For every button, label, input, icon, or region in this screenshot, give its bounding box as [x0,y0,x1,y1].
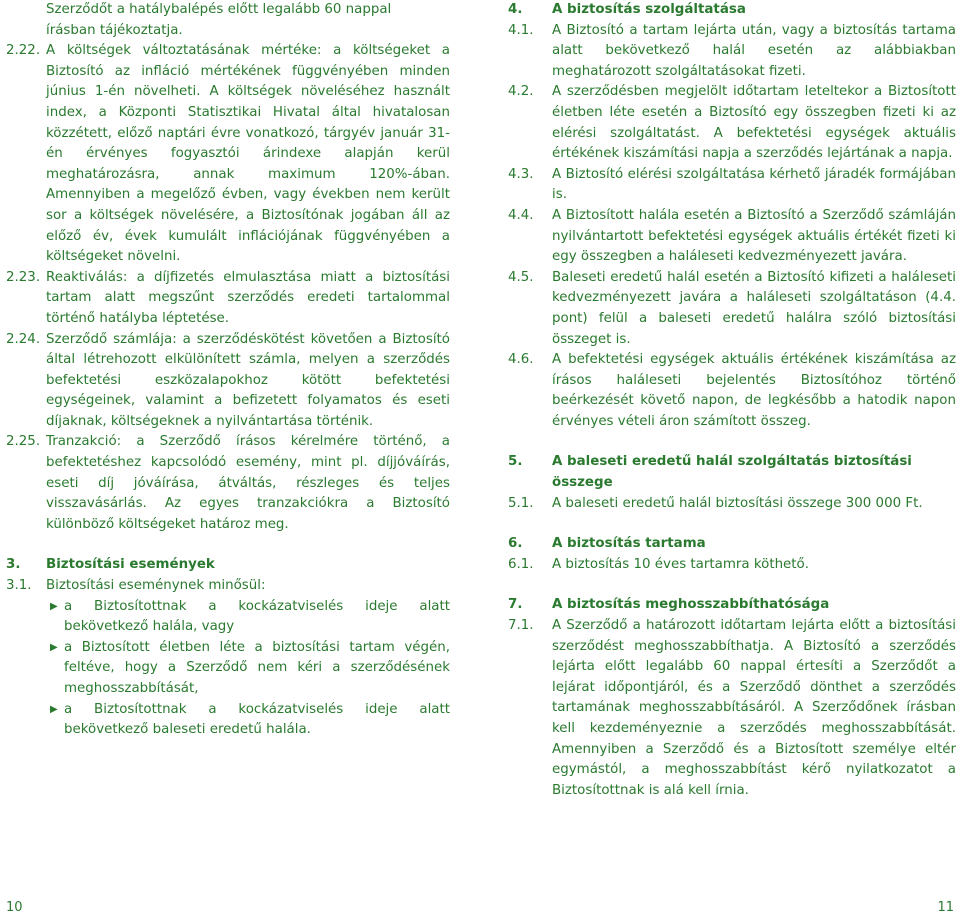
heading-7 [508,595,956,616]
section-2-24 [6,330,450,433]
list-item-text: a Biztosított életben léte a biztosítási tartam végén, feltéve, hogy a Szerződő nem kéri a szerződésének meghosszabbítását, [64,639,450,696]
section-text: A Biztosított halála esetén a Biztosító a Szerződő számláján nyilvántartott befektetési egységek aktuális értékét fizeti ki egy összegben a haláleseti kedvezményezett javára. [552,207,956,265]
page-number-left: 10 [6,900,23,915]
section-number: 4.5. [508,269,534,285]
section-2-25 [6,432,450,535]
left-column [6,0,450,741]
section-4-1 [508,21,956,83]
section-text: A Biztosító elérési szolgáltatása kérhető járadék formájában is. [552,166,956,203]
heading-title: A baleseti eredetű halál szolgáltatás biztosítási összege [552,454,912,491]
section-number: 2.25. [6,434,41,450]
section-text: A költségek változtatásának mértéke: a költségeket a Biztosító az infláció mértékének függvényében minden június 1-én növelheti. A költségek növeléséhez használt index, a Központi Statisztikai Hivatal által hivatalosan közzétett, előző naptári évre vonatkozó, tárgyév január 31-én érvényes fogyasztói árindexe alapján kerül meghatározásra, annak maximum 120%-ában. Amennyiben a megelőző évben, vagy években nem került sor a költségek növelésére, a Biztosítónak jogában áll az előző év, évek kumulált inflációjának függvényében a költségeket növelni. [46,43,450,265]
intro-line-2: írásban tájékoztatja. [46,22,183,38]
section-number: 4.4. [508,207,534,223]
heading-number: 6. [508,536,523,552]
section-text: A szerződésben megjelölt időtartam leteltekor a Biztosított életben léte esetén a Biztosító egy összegben fizeti ki az elérési szolgáltatást. A befektetési egységek aktuális értékének kiszámítási napja a szerződés lejártának a napja. [552,84,956,162]
section-4-3 [508,165,956,206]
section-number: 7.1. [508,618,534,634]
triangle-right-icon: ▶ [50,703,58,715]
bullet-list [6,597,450,741]
section-text: A Szerződő a határozott időtartam lejárta előtt a biztosítási szerződést meghosszabbíthatja. A Biztosító a szerződés lejárta előtt legalább 60 nappal értesíti a Szerződőt a lejárat időpontjáról, és a Szerződő dönthet a szerződés tartamának meghosszabbításáról. A Szerződőnek írásban kell kezdeményeznie a szerződés meghosszabbítását. Amennyiben a Szerződő és a Biztosított személye eltér egymástól, a meghosszabbítást kérő nyilatkozatot a Biztosítottnak is alá kell írnia. [552,618,956,798]
intro-line-1: Szerződőt a hatálybalépés előtt legalább 60 nappal [46,2,392,17]
section-4-2 [508,82,956,164]
section-4-4 [508,206,956,268]
section-text: A Biztosító a tartam lejárta után, vagy a biztosítás tartama alatt bekövetkező halál esetén az alábbiakban meghatározott szolgáltatásokat fizeti. [552,22,956,79]
list-item [46,700,450,741]
heading-5 [508,452,956,493]
heading-title: Biztosítási események [46,557,215,573]
section-4-5 [508,268,956,350]
section-text: Tranzakció: a Szerződő írásos kérelmére történő, a befektetéshez kapcsolódó esemény, mint pl. díjjóváírás, eseti díj jóváírása, átváltás, részleges és teljes visszavásárlás. Az egyes tranzakciókra a Biztosító különböző költségeket határoz meg. [46,434,450,532]
section-text: Szerződő számlája: a szerződéskötést követően a Biztosító által létrehozott elkülönített számla, melyen a szerződés befektetési eszközalapokhoz kötött befektetési egységeinek, valamint a befizetett folyamatos és eseti díjaknak, költségeknek a nyilvántartása történik. [46,331,450,429]
heading-number: 7. [508,597,523,613]
heading-title: A biztosítás meghosszabbíthatósága [552,597,830,613]
section-number: 2.24. [6,331,41,347]
section-number: 6.1. [508,556,534,572]
heading-number: 5. [508,454,523,470]
section-number: 4.1. [508,22,534,38]
heading-title: A biztosítás tartama [552,536,706,552]
heading-6 [508,534,956,555]
section-number: 5.1. [508,495,534,511]
heading-title: A biztosítás szolgáltatása [552,2,746,17]
section-text: A biztosítás 10 éves tartamra köthető. [552,556,809,572]
section-4-6 [508,350,956,432]
section-7-1 [508,616,956,801]
section-text: Baleseti eredetű halál esetén a Biztosító kifizeti a haláleseti kedvezményezett javára a haláleseti szolgáltatáson (4.4. pont) felül a baleseti eredetű halálra szóló biztosítási összeget is. [552,269,956,347]
section-number: 3.1. [6,578,32,594]
section-text: A baleseti eredetű halál biztosítási összege 300 000 Ft. [552,495,923,511]
list-item-text: a Biztosítottnak a kockázatviselés ideje alatt bekövetkező baleseti eredetű halála. [64,701,450,738]
section-2-22 [6,41,450,268]
section-number: 4.6. [508,352,534,368]
list-item-text: a Biztosítottnak a kockázatviselés ideje alatt bekövetkező halála, vagy [64,598,450,635]
section-5-1 [508,494,956,515]
section-text: A befektetési egységek aktuális értékének kiszámítása az írásos haláleseti bejelentés Biztosítóhoz történő beérkezését követő napon, de legkésőbb a hatodik napon érvényes vételi áron számított összeg. [552,352,956,429]
triangle-right-icon: ▶ [50,600,58,612]
section-number: 2.23. [6,269,41,285]
heading-number: 4. [508,2,523,17]
section-text: Biztosítási eseménynek minősül: [46,578,266,594]
section-number: 4.3. [508,166,534,182]
triangle-right-icon: ▶ [50,641,58,653]
right-column [508,0,956,801]
list-item [46,597,450,638]
page-number-right: 11 [937,900,954,915]
section-2-23 [6,268,450,330]
heading-3 [6,555,450,576]
list-item [46,638,450,700]
section-6-1 [508,555,956,576]
heading-4 [508,0,956,21]
section-text: Reaktiválás: a díjfizetés elmulasztása miatt a biztosítási tartam alatt megszűnt szerződés eredeti tartalommal történő hatályba léptetése. [46,269,450,326]
section-3-1 [6,576,450,597]
section-number: 2.22. [6,43,41,59]
section-number: 4.2. [508,84,534,100]
heading-number: 3. [6,557,21,573]
